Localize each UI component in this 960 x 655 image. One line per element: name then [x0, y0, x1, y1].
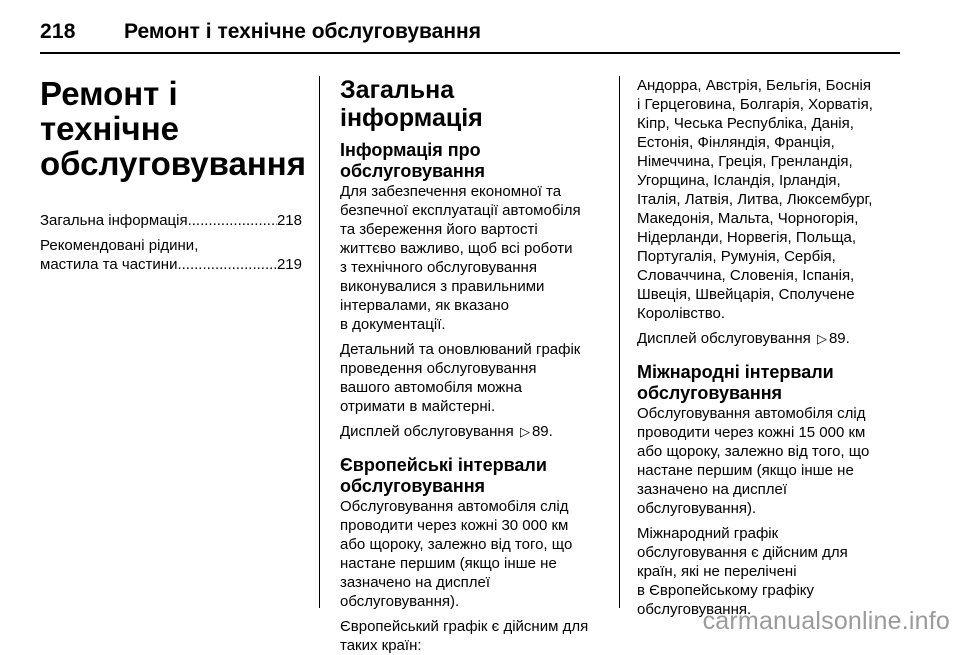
toc-entry-fluids[interactable] [40, 236, 302, 274]
reference-page: 89. [531, 423, 553, 440]
toc-entry-title: Загальна інформація [40, 212, 188, 229]
running-title: Ремонт і технічне обслуговування [124, 20, 481, 43]
page-reference-arrow-icon: ▷ [519, 424, 530, 439]
page-number: 218 [40, 20, 76, 43]
column-divider-2 [619, 76, 620, 608]
section-title: Загальна інформація [340, 76, 483, 132]
chapter-title: Ремонт і технічне обслуговування [40, 75, 306, 182]
toc-entry-page: 218 [276, 212, 302, 229]
toc-entry-general-info[interactable] [40, 211, 302, 230]
paragraph-european-interval: Обслуговування автомобіля слід проводити через кожні 30 000 км або щороку, залежно від того, що настане першим (якщо інше не зазначено на дисплеї обслуговування). [340, 498, 573, 610]
paragraph-international-interval: Обслуговування автомобіля слід проводити через кожні 15 000 км або щороку, залежно від того, що настане першим (якщо інше не зазначено на дисплеї обслуговування). [637, 405, 870, 517]
page-reference-arrow-icon: ▷ [816, 331, 827, 346]
toc-leader-dots [188, 211, 277, 230]
reference-text: Дисплей обслуговування [637, 330, 811, 347]
reference-text: Дисплей обслуговування [340, 423, 514, 440]
toc-entry-title: мастила та частини [40, 256, 178, 273]
toc-leader-dots [177, 255, 277, 274]
watermark: carmanualsonline.info [702, 607, 950, 635]
toc-entry-page: 219 [276, 256, 302, 273]
column-divider-1 [319, 76, 320, 608]
paragraph-service-importance: Для забезпечення економної та безпечної експлуатації автомобіля та збереження його вартості життєво важливо, щоб всі роботи з технічного обслуговування виконувалися з правильними інтервалами, як вказано в документації. [340, 183, 581, 333]
subheading-service-info: Інформація про обслуговування [340, 140, 486, 181]
reference-page: 89. [828, 330, 850, 347]
service-display-reference[interactable] [340, 422, 602, 441]
paragraph-country-list: Андорра, Австрія, Бельгія, Боснія і Герцеговина, Болгарія, Хорватія, Кіпр, Чеська Республіка, Данія, Естонія, Фінляндія, Франція, Німеччина, Греція, Гренландія, Угорщина, Ісландія, Ірландія, Італія, Латвія, Литва, Люксембург, Македонія, Мальта, Чорногорія, Нідерланди, Норвегія, Польща, Португалія, Румунія, Сербія, Словаччина, Словенія, Іспанія, Швеція, Швейцарія, Сполучене Королівство. [637, 77, 873, 322]
paragraph-service-schedule: Детальний та оновлюваний графік проведення обслуговування вашого автомобіля можна отримати в майстерні. [340, 341, 581, 415]
subheading-european-intervals: Європейські інтервали обслуговування [340, 455, 547, 496]
toc-entry-title-line1: Рекомендовані рідини, [40, 237, 199, 254]
column-middle [340, 76, 602, 655]
subheading-international-intervals: Міжнародні інтервали обслуговування [637, 362, 834, 403]
paragraph-international-schedule: Міжнародний графік обслуговування є дійсним для країн, які не перелічені в Європейському графіку обслуговування. [637, 525, 848, 618]
column-left [40, 75, 306, 280]
page-header [40, 12, 900, 54]
column-right [637, 76, 901, 619]
paragraph-european-countries-intro: Європейський графік є дійсним для таких країн: [340, 618, 589, 654]
service-display-reference-2[interactable] [637, 329, 901, 348]
